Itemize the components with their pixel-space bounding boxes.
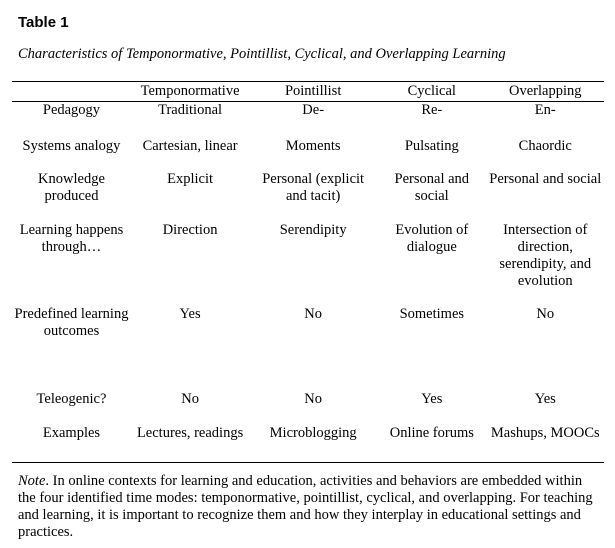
note-text: . In online contexts for learning and education, activities and behaviors are embedded within the four identified time modes: temponormative, pointillist, cyclical, and overlapping. For teaching and learning, it is important to recognize them and how they interplay in educational settings and practices.: [18, 473, 593, 540]
note-label: Note: [18, 473, 46, 489]
table-cell: Explicit: [167, 170, 214, 187]
table-cell: Mashups, MOOCs: [487, 425, 604, 463]
table-cell: Chaordic: [518, 137, 572, 154]
row-label: Systems analogy: [22, 137, 121, 154]
table-cell: Cartesian, linear: [142, 137, 238, 154]
table-cell: Serendipity: [279, 221, 347, 238]
column-header-overlapping: Overlapping: [487, 82, 604, 102]
table-caption: Characteristics of Temponormative, Pointillist, Cyclical, and Overlapping Learning: [18, 46, 506, 62]
table-row-learning-happens: [12, 222, 604, 306]
table-header-row: [12, 82, 604, 102]
table-note: [18, 473, 598, 541]
table-cell: Yes: [421, 390, 443, 407]
table-cell: Personal (explicit and tacit): [262, 170, 365, 204]
characteristics-table: [12, 81, 604, 463]
table-cell: No: [536, 305, 555, 322]
table-cell: Traditional: [158, 102, 223, 118]
row-label: Pedagogy: [42, 102, 101, 118]
table-row-predefined-outcomes: [12, 306, 604, 391]
table-cell: Online forums: [377, 425, 486, 463]
table-row-knowledge-produced: [12, 171, 604, 222]
table-number: Table 1: [18, 14, 69, 31]
table-cell: Lectures, readings: [131, 425, 249, 463]
table-cell: Sometimes: [399, 305, 465, 322]
table-row-systems-analogy: [12, 138, 604, 171]
table-cell: Yes: [179, 305, 201, 322]
row-label: Teleogenic?: [36, 390, 107, 407]
row-label: Knowledge produced: [38, 170, 105, 204]
row-label: Learning happens through…: [19, 221, 124, 255]
table-cell: Evolution of dialogue: [395, 221, 469, 255]
table-cell: Direction: [162, 221, 218, 238]
table-cell: No: [304, 390, 323, 407]
row-label: Predefined learning outcomes: [14, 305, 129, 339]
table-cell: En-: [534, 102, 556, 118]
row-label: Examples: [12, 425, 131, 463]
table-cell: Pulsating: [404, 137, 459, 154]
table-cell: Yes: [534, 390, 556, 407]
table-row-teleogenic: [12, 391, 604, 425]
table-row-examples: [12, 425, 604, 463]
table-cell: Personal and social: [394, 170, 470, 204]
table-cell: No: [181, 390, 199, 407]
column-header-pointillist: Pointillist: [249, 82, 377, 102]
column-header-temponormative: Temponormative: [131, 82, 249, 102]
table-cell: Re-: [421, 102, 443, 118]
table-cell: De-: [302, 102, 325, 118]
table-cell: No: [304, 305, 323, 322]
table-cell: Microblogging: [249, 425, 377, 463]
table-cell: Personal and social: [489, 170, 602, 187]
table-cell: Intersection of direction, serendipity, and evolution: [499, 221, 592, 289]
column-header-cyclical: Cyclical: [377, 82, 486, 102]
table-cell: Moments: [285, 137, 341, 154]
column-header-blank: [12, 82, 131, 102]
table-row-pedagogy: [12, 102, 604, 138]
